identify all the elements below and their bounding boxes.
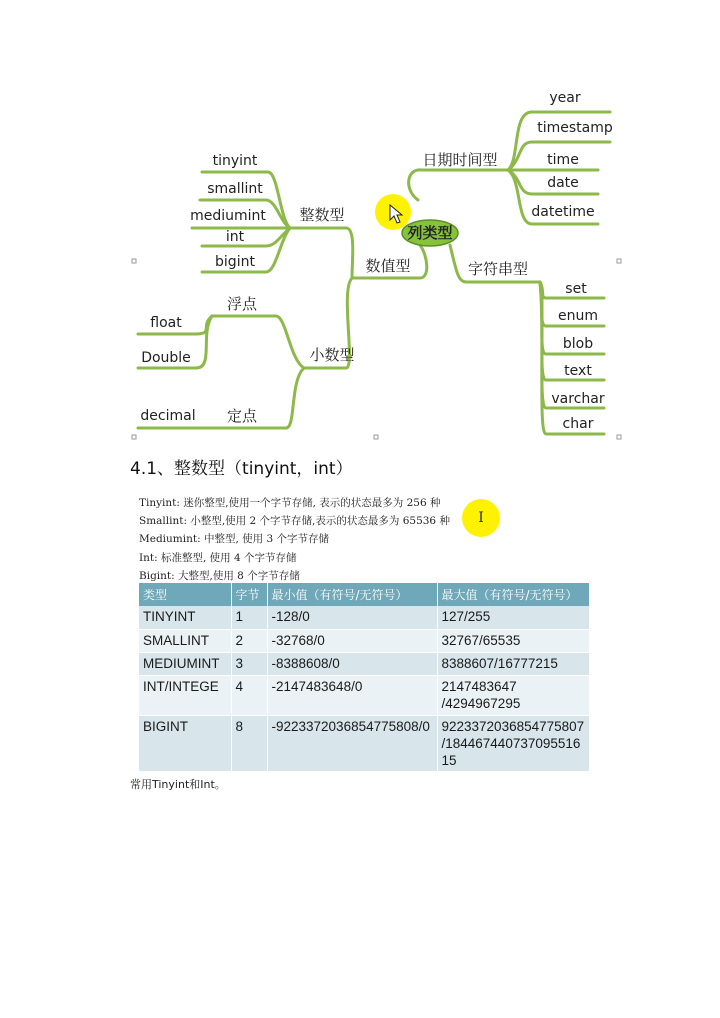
string-item: text <box>564 363 592 379</box>
table-cell: 2147483647 /4294967295 <box>437 675 589 715</box>
root-node-label: 列类型 <box>407 224 453 242</box>
table-row <box>139 629 589 652</box>
integer-item: tinyint <box>212 153 258 169</box>
description-line: Smallint: 小整型,使用 2 个字节存储,表示的状态最多为 65536 种 <box>139 515 450 528</box>
section-heading: 4.1、整数型（tinyint，int） <box>130 459 353 479</box>
fixed-item: decimal <box>140 408 196 424</box>
integer-item: int <box>225 229 245 245</box>
table-row <box>139 675 589 715</box>
string-group-label: 字符串型 <box>467 260 529 278</box>
fixed-group-label: 定点 <box>226 407 258 425</box>
table-cell: BIGINT <box>139 715 231 771</box>
type-descriptions <box>139 494 450 585</box>
table-cell: -32768/0 <box>267 629 437 652</box>
integer-item: bigint <box>215 254 255 270</box>
table-cell: 127/255 <box>437 606 589 629</box>
table-header-row <box>139 583 589 606</box>
integer-item: smallint <box>207 181 263 197</box>
table-cell: 9223372036854775807 /184467440737095516 15 <box>437 715 589 771</box>
numeric-group-label: 数值型 <box>365 257 411 275</box>
table-cell: SMALLINT <box>139 629 231 652</box>
description-line: Bigint: 大整型,使用 8 个字节存储 <box>139 569 300 582</box>
table-cell: MEDIUMINT <box>139 652 231 675</box>
string-item: set <box>565 281 587 297</box>
datetime-item: timestamp <box>537 120 613 136</box>
table-cell: 2 <box>231 629 267 652</box>
mind-map <box>0 0 720 450</box>
table-cell: 4 <box>231 675 267 715</box>
integer-group-label: 整数型 <box>299 206 345 224</box>
float-item: Double <box>141 350 191 366</box>
table-cell: 32767/65535 <box>437 629 589 652</box>
float-item: float <box>150 315 182 331</box>
table-cell: -8388608/0 <box>267 652 437 675</box>
table-row <box>139 606 589 629</box>
integer-types-table <box>139 583 590 772</box>
datetime-item: time <box>547 152 579 168</box>
table-cell: 8 <box>231 715 267 771</box>
description-line: Mediumint: 中整型, 使用 3 个字节存储 <box>139 533 330 546</box>
column-header: 最大值（有符号/无符号） <box>437 583 589 606</box>
usage-note: 常用Tinyint和Int。 <box>130 778 226 791</box>
table-cell: -2147483648/0 <box>267 675 437 715</box>
string-item: blob <box>562 336 594 352</box>
column-header: 字节 <box>231 583 267 606</box>
table-cell: INT/INTEGE <box>139 675 231 715</box>
datetime-item: date <box>547 175 579 191</box>
table-cell: -128/0 <box>267 606 437 629</box>
table-cell: 3 <box>231 652 267 675</box>
string-item: varchar <box>551 391 605 407</box>
description-line: Tinyint: 迷你整型,使用一个字节存储, 表示的状态最多为 256 种 <box>139 497 441 509</box>
decimal-group-label: 小数型 <box>309 346 355 364</box>
datetime-group-label: 日期时间型 <box>422 151 498 169</box>
column-header: 最小值（有符号/无符号） <box>267 583 437 606</box>
table-row <box>139 715 589 771</box>
datetime-item: datetime <box>531 204 595 220</box>
datetime-item: year <box>549 90 581 106</box>
table-row <box>139 652 589 675</box>
string-item: enum <box>558 308 598 324</box>
column-header: 类型 <box>139 583 231 606</box>
table-cell: 1 <box>231 606 267 629</box>
table-cell: 8388607/16777215 <box>437 652 589 675</box>
string-item: char <box>562 416 594 432</box>
integer-item: mediumint <box>190 208 266 224</box>
table-cell: TINYINT <box>139 606 231 629</box>
description-line: Int: 标准整型, 使用 4 个字节存储 <box>139 551 297 564</box>
text-cursor-icon: I <box>462 499 500 537</box>
float-group-label: 浮点 <box>226 295 258 313</box>
table-cell: -9223372036854775808/0 <box>267 715 437 771</box>
